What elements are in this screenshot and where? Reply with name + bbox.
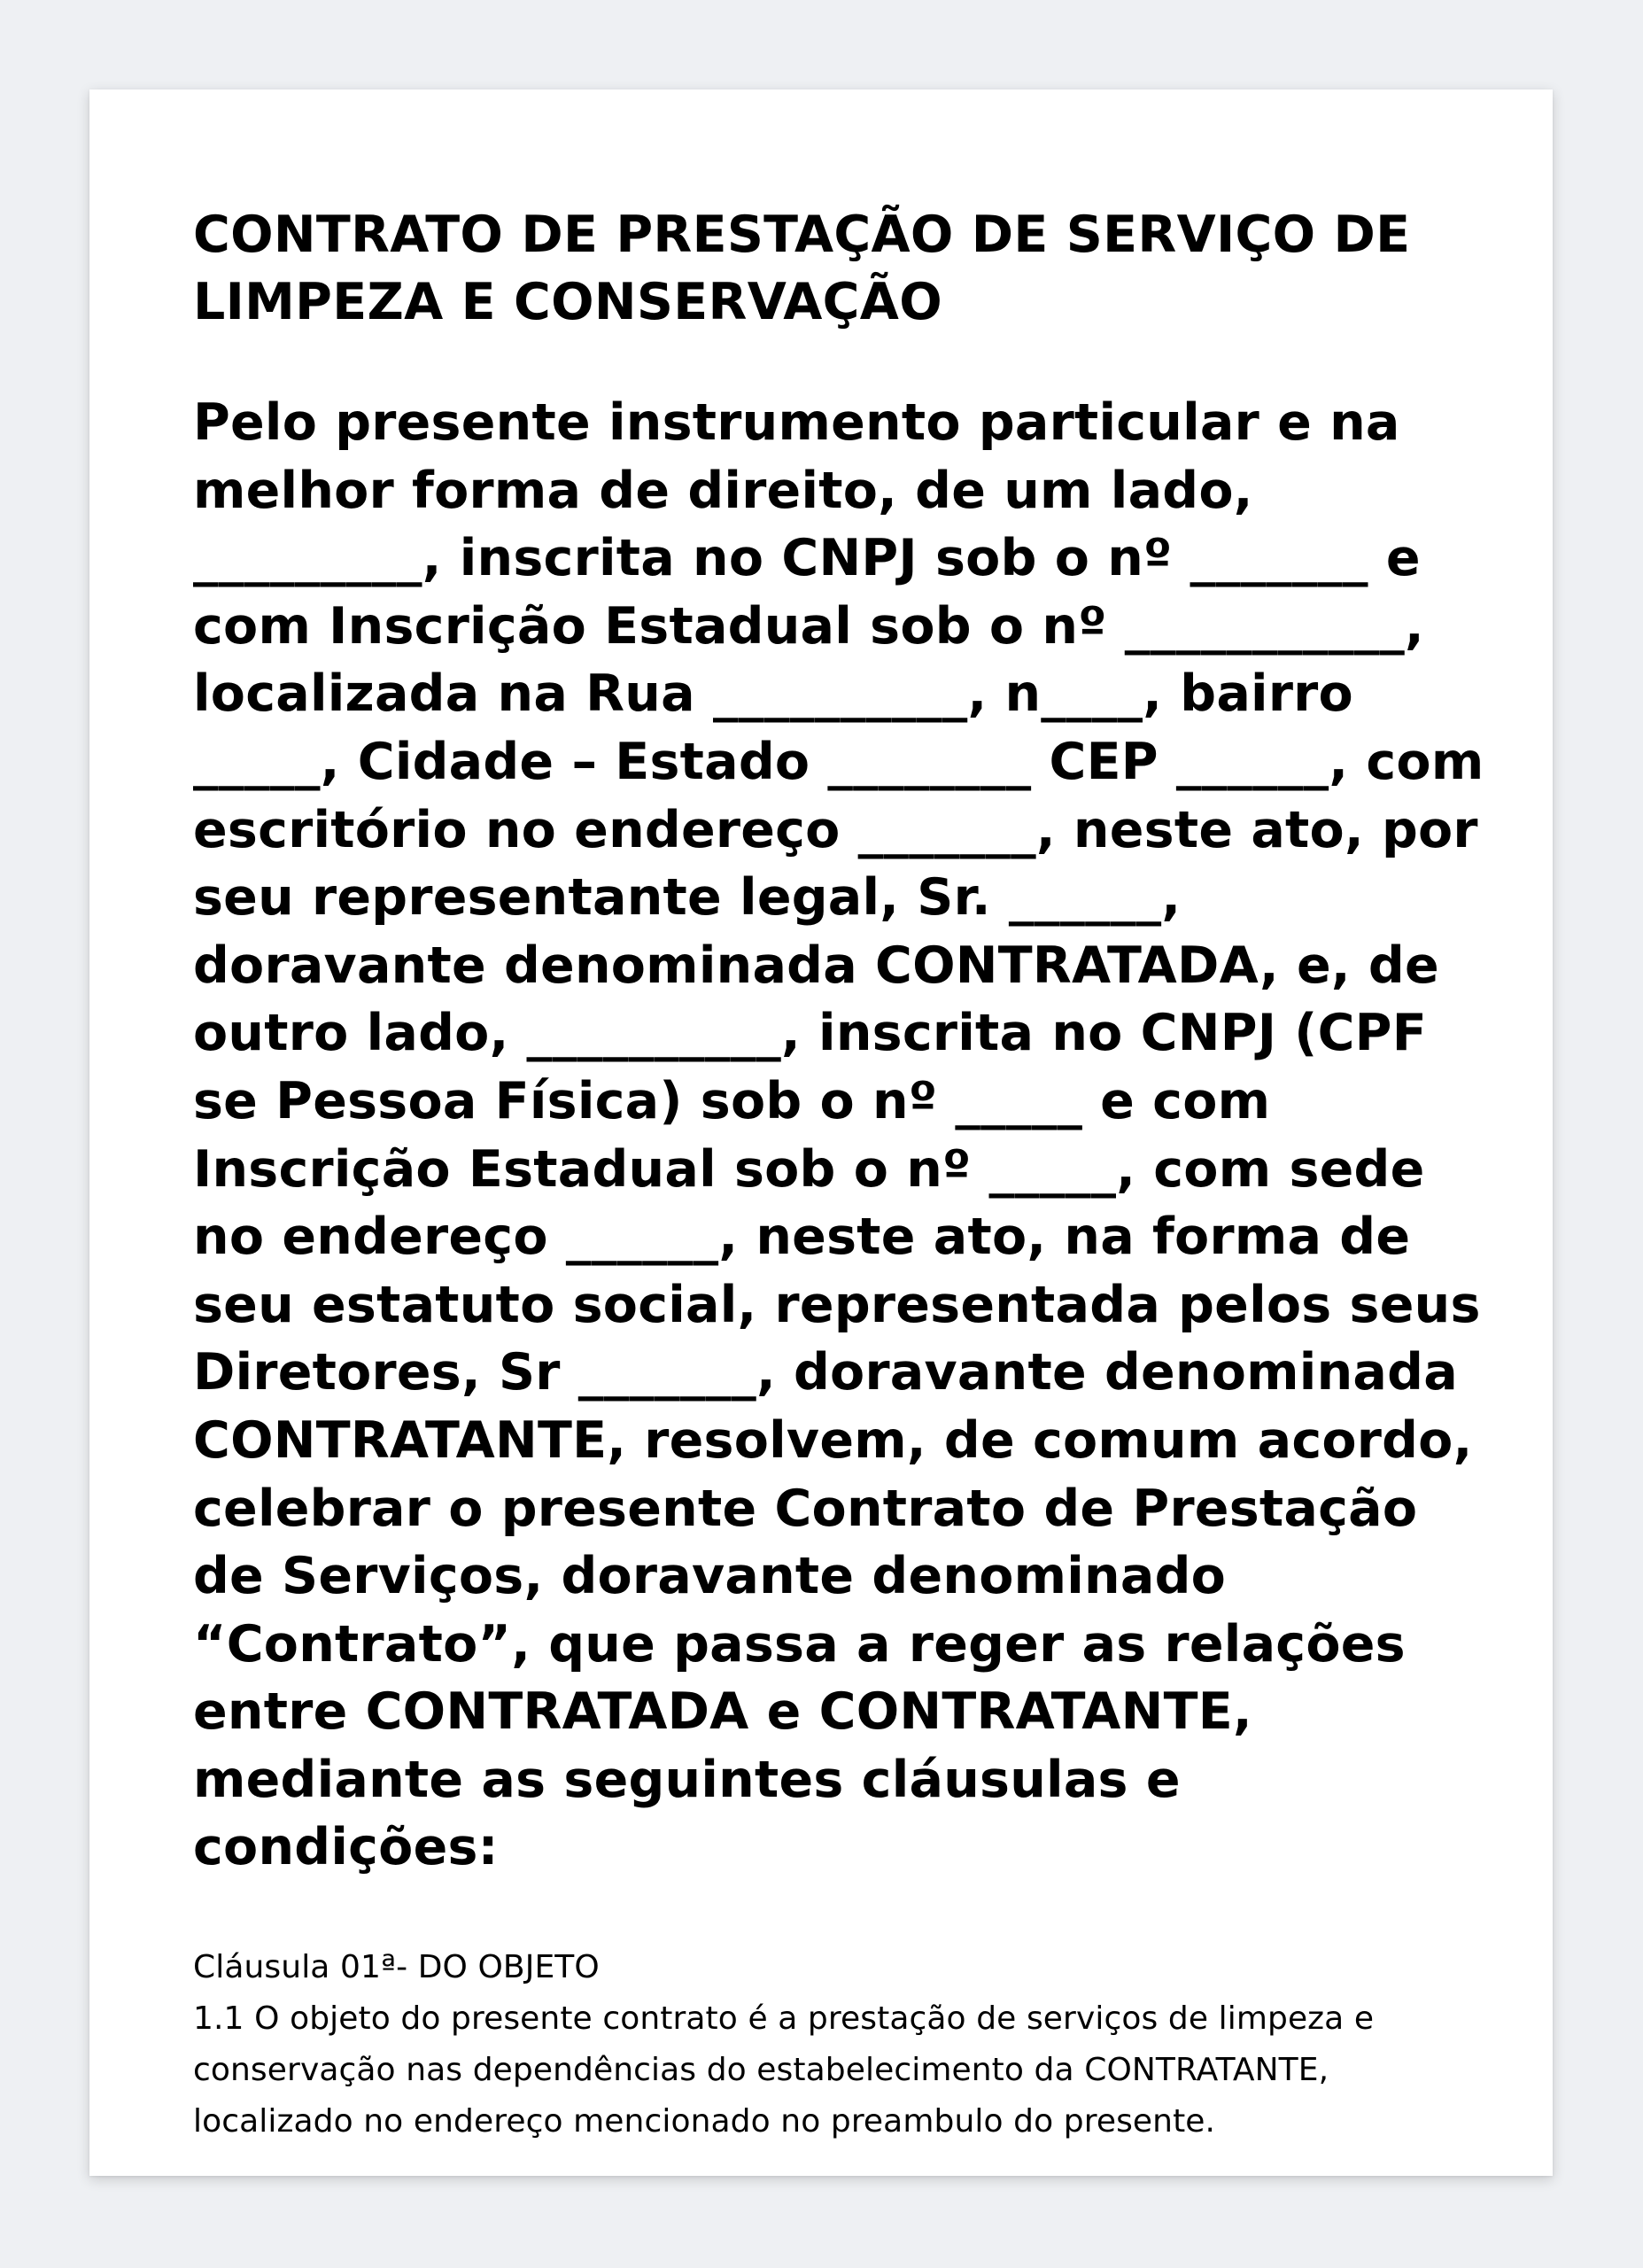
clause-01: [193, 1942, 1451, 2148]
document-page: [89, 89, 1553, 2176]
clause-01-heading: Cláusula 01ª- DO OBJETO: [193, 1949, 600, 1986]
clause-01-text: 1.1 O objeto do presente contrato é a prestação de serviços de limpeza e conservação nas dependências do estabelecimento da CONTRATANTE, localizado no endereço mencionado no preambulo do presente.: [193, 2000, 1375, 2140]
document-title: CONTRATO DE PRESTAÇÃO DE SERVIÇO DE LIMPEZA E CONSERVAÇÃO: [193, 206, 1411, 331]
preamble-paragraph: Pelo presente instrumento particular e na melhor forma de direito, de um lado, _________, inscrita no CNPJ sob o nº _______ e com Inscrição Estadual sob o nº ___________, localizada na Rua __________, n____, bairro _____, Cidade – Estado ________ CEP ______, com escritório no endereço _______, neste ato, por seu representante legal, Sr. ______, doravante denominada CONTRATADA, e, de outro lado, __________, inscrita no CNPJ (CPF se Pessoa Física) sob o nº _____ e com Inscrição Estadual sob o nº _____, com sede no endereço ______, neste ato, na forma de seu estatuto social, representada pelos seus Diretores, Sr _______, doravante denominada CONTRATANTE, resolvem, de comum acordo, celebrar o presente Contrato de Prestação de Serviços, doravante denominado “Contrato”, que passa a reger as relações entre CONTRATADA e CONTRATANTE, mediante as seguintes cláusulas e condições:: [193, 393, 1484, 1877]
